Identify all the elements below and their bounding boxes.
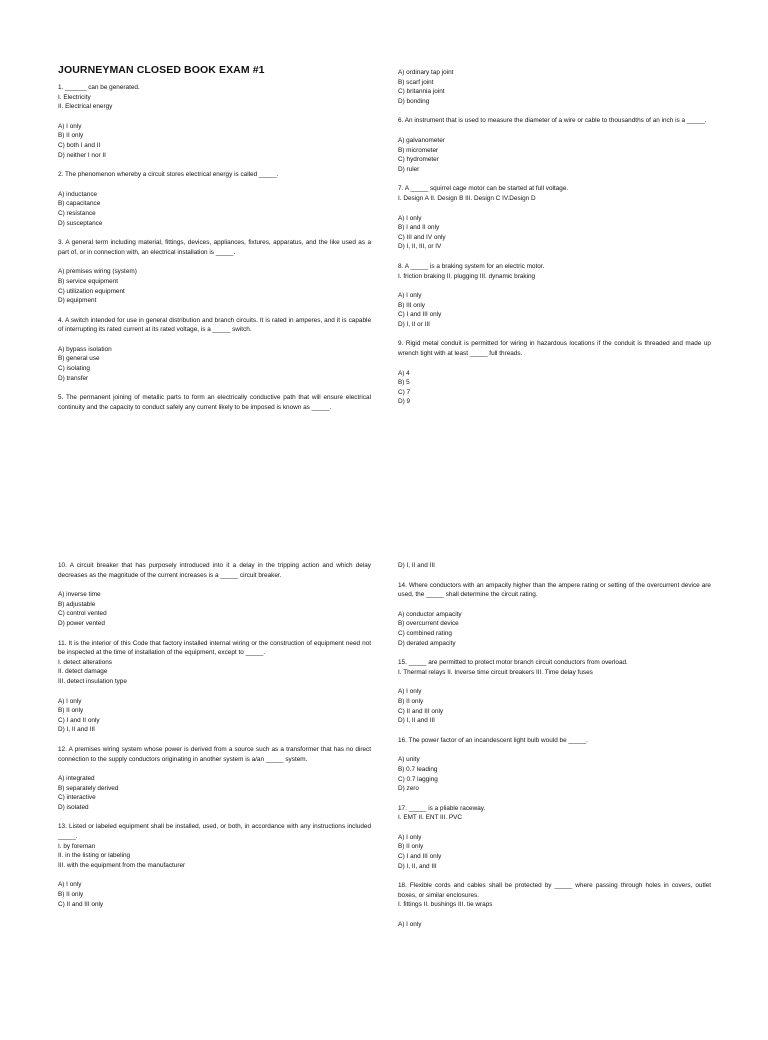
answer-option: C) combined rating [398,629,452,637]
answer-option: B) adjustable [58,600,96,608]
answer-option: D) derated ampacity [398,639,456,647]
answer-option: C) I and II only [58,716,100,724]
question-block [398,658,711,726]
question-block [58,745,371,813]
question-block [58,83,371,160]
answer-option: A) integrated [58,775,95,783]
answer-option: D) I, II and III [58,726,95,734]
answer-option: C) 7 [398,388,411,396]
question-block [58,822,371,909]
question-block [398,116,711,174]
answer-option: A) inverse time [58,591,101,599]
question-text: 10. A circuit breaker that has purposely introduced into it a delay in the tripping action and which delay decreases as the magnitude of the current increases is a _____ circuit breaker. [58,562,371,579]
answer-option: D) neither I nor II [58,151,106,159]
answer-option: D) 9 [398,398,411,406]
answer-option: B) 5 [398,379,410,387]
answer-option: A) 4 [398,369,410,377]
question-condition: III. with the equipment from the manufacturer [58,861,186,869]
answer-option: A) inductance [58,190,98,198]
answer-option: A) conductor ampacity [398,610,462,618]
answer-option: D) power vented [58,619,105,627]
answer-option: C) II and III only [58,900,104,908]
question-text: 15. _____ are permitted to protect motor branch circuit conductors from overload. [398,659,628,667]
answer-option: D) zero [398,785,419,793]
question-block [398,804,711,872]
answer-option: B) capacitance [58,200,101,208]
page1-left-column [58,64,371,412]
answer-option: D) I, II or III [398,320,430,328]
question-block [398,184,711,252]
answer-option: C) resistance [58,209,96,217]
answer-option: C) II and III only [398,707,444,715]
question-block [398,68,711,106]
answer-option: B) general use [58,355,100,363]
answer-option: D) bonding [398,97,430,105]
answer-option: D) equipment [58,297,97,305]
answer-option: B) I and II only [398,224,440,232]
question-block [398,561,711,571]
question-condition: II. Electrical energy [58,103,113,111]
question-condition: I. fittings II. bushings III. tie wraps [398,901,493,909]
answer-option: B) overcurrent device [398,620,459,628]
answer-option: A) I only [58,122,82,130]
question-text: 18. Flexible cords and cables shall be protected by _____ where passing through holes in covers, outlet boxes, or similar enclosures. [398,882,711,899]
question-text: 8. A _____ is a braking system for an electric motor. [398,262,545,270]
answer-option: A) I only [58,697,82,705]
answer-option: D) I, II, III, or IV [398,243,442,251]
question-text: 13. Listed or labeled equipment shall be installed, used, or both, in accordance with any instructions included _____. [58,823,371,841]
page2-left-column [58,561,371,909]
question-condition: I. Design A II. Design B III. Design C IV.Design D [398,194,536,202]
answer-option: C) I and III only [398,853,442,861]
answer-option: A) I only [398,921,422,929]
question-block [58,238,371,306]
answer-option: D) I, II, and III [398,862,437,870]
answer-option: C) hydrometer [398,156,439,164]
answer-option: C) utilization equipment [58,287,125,295]
question-text: 17. _____ is a pliable raceway. [398,804,486,812]
answer-option: B) II only [58,132,84,140]
answer-option: A) unity [398,756,420,764]
question-condition: I. friction braking II. plugging III. dynamic braking [398,272,536,280]
answer-option: D) isolated [58,803,89,811]
question-text: 3. A general term including material, fittings, devices, appliances, fixtures, apparatus, and the like used as a part of, or in connection with, an electrical installation is _____. [58,239,371,256]
question-text: 12. A premises wiring system whose power is derived from a source such as a transformer that has no direct connection to the supply conductors originating in another system is a/an _____ system. [58,745,371,763]
answer-option: B) scarf joint [398,78,434,86]
question-condition: III. detect insulation type [58,677,127,685]
question-block [58,639,371,735]
question-condition: I. by foreman [58,842,96,850]
question-text: 11. It is the interior of this Code that factory installed internal wiring or the construction of equipment need not be inspected at the time of installation of the equipment, except to _____. [58,639,371,657]
answer-option: B) 0.7 leading [398,765,438,773]
question-text: 2. The phenomenon whereby a circuit stores electrical energy is called _____. [58,171,279,179]
answer-option: B) III only [398,301,425,309]
answer-option: C) III and IV only [398,233,446,241]
answer-option: D) susceptance [58,219,103,227]
answer-option: A) I only [398,292,422,300]
question-block [398,262,711,330]
answer-option: D) I, II and III [398,562,435,569]
answer-option: C) isolating [58,365,90,373]
question-text: 9. Rigid metal conduit is permitted for wiring in hazardous locations if the conduit is threaded and made up wrench tight with at least _____ full threads. [398,340,711,358]
answer-option: A) galvanometer [398,136,445,144]
question-text: 1. ______ can be generated. [58,84,140,91]
answer-option: B) separately derived [58,784,119,792]
question-condition: I. Thermal relays II. Inverse time circuit breakers III. Time delay fuses [398,668,593,676]
question-text: 5. The permanent joining of metallic parts to form an electrically conductive path that will ensure electrical continuity and the capacity to conduct safely any current likely to be imposed is known as _____. [58,394,371,411]
page2-right-column [398,561,711,930]
question-condition: II. detect damage [58,668,108,676]
question-block [398,339,711,407]
answer-option: D) I, II and III [398,717,435,725]
exam-title: JOURNEYMAN CLOSED BOOK EXAM #1 [58,64,265,76]
answer-option: A) bypass isolation [58,345,112,353]
question-block [58,561,371,629]
answer-option: B) II only [58,707,84,715]
answer-option: A) I only [398,214,422,222]
exam-page-2 [0,520,768,1040]
answer-option: D) ruler [398,165,420,173]
answer-option: C) control vented [58,610,107,618]
answer-option: B) II only [398,843,424,851]
answer-option: A) ordinary tap joint [398,69,454,76]
answer-option: B) service equipment [58,277,119,285]
question-block [58,393,371,412]
answer-option: C) 0.7 lagging [398,775,438,783]
answer-option: A) premises wiring (system) [58,268,137,276]
answer-option: B) micrometer [398,146,439,154]
question-block [398,736,711,794]
question-text: 16. The power factor of an incandescent light bulb would be _____. [398,736,588,744]
question-condition: II. in the listing or labeling [58,852,131,860]
question-condition: I. Electricity [58,93,91,101]
answer-option: A) I only [398,688,422,696]
answer-option: B) II only [398,697,424,705]
answer-option: B) II only [58,891,84,899]
question-block [58,316,371,384]
question-text: 7. A _____ squirrel cage motor can be started at full voltage. [398,185,569,193]
question-text: 6. An instrument that is used to measure the diameter of a wire or cable to thousandths of an inch is a _____. [398,117,707,125]
question-block [398,581,711,649]
answer-option: C) britannia joint [398,88,445,96]
answer-option: C) I and III only [398,311,442,319]
answer-option: D) transfer [58,374,89,382]
answer-option: C) interactive [58,794,96,802]
question-block [58,170,371,228]
page1-right-column [398,68,711,407]
question-text: 14. Where conductors with an ampacity higher than the ampere rating or setting of the overcurrent device are used, the _____ shall determine the circuit rating. [398,581,711,599]
question-condition: I. detect alterations [58,658,112,666]
answer-option: A) I only [58,881,82,889]
answer-option: C) both I and II [58,141,101,149]
question-text: 4. A switch intended for use in general distribution and branch circuits. It is rated in amperes, and it is capable of interrupting its rated current at its rated voltage, is a _____ switch. [58,316,371,334]
question-block [398,881,711,929]
answer-option: A) I only [398,833,422,841]
question-condition: I. EMT II. ENT III. PVC [398,814,463,822]
